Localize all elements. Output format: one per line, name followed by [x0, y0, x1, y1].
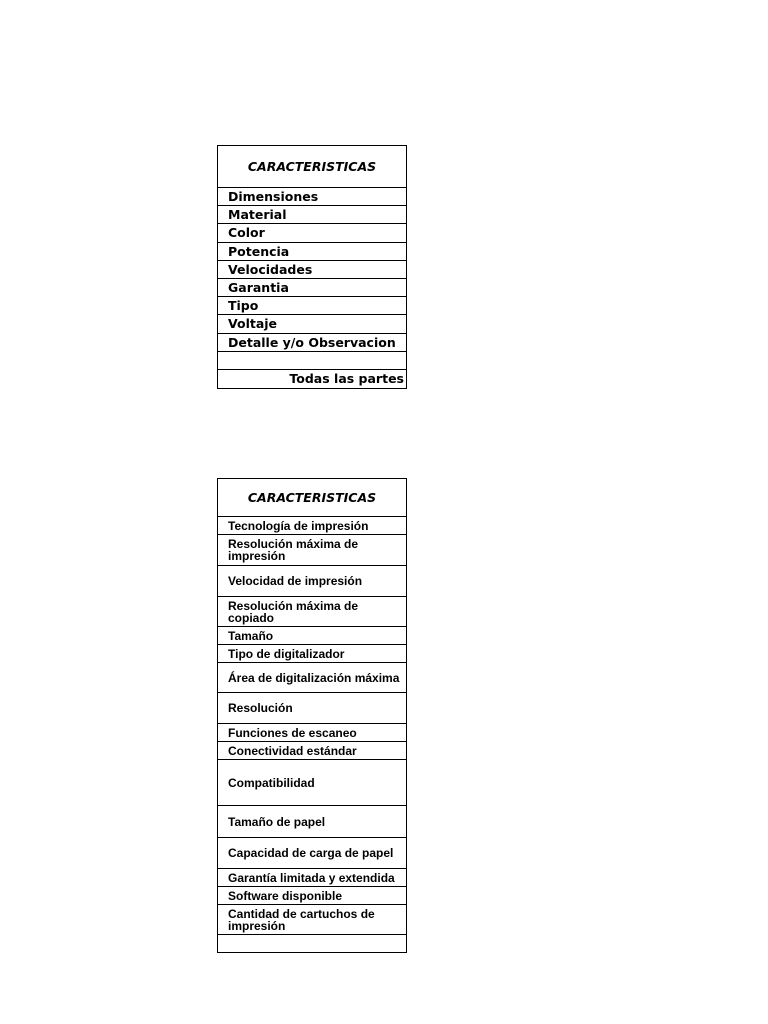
- table-row: Tamaño: [218, 627, 406, 645]
- table-row: Potencia: [218, 243, 406, 261]
- table-row: Material: [218, 206, 406, 224]
- table-row: Velocidades: [218, 261, 406, 279]
- table-row: Capacidad de carga de papel: [218, 838, 406, 869]
- table-row: Garantia: [218, 279, 406, 297]
- table-header: CARACTERISTICAS: [218, 479, 406, 517]
- characteristics-table-printer: [217, 478, 407, 953]
- table-header: CARACTERISTICAS: [218, 146, 406, 188]
- table-row: Voltaje: [218, 315, 406, 333]
- table-row: Compatibilidad: [218, 760, 406, 806]
- table-row: Color: [218, 224, 406, 242]
- table-row: Resolución máxima de impresión: [218, 535, 406, 566]
- table-row: Detalle y/o Observacion: [218, 334, 406, 352]
- table-row: Cantidad de cartuchos de impresión: [218, 905, 406, 935]
- empty-row: [218, 352, 406, 370]
- table-row: Tecnología de impresión: [218, 517, 406, 535]
- table-row: Velocidad de impresión: [218, 566, 406, 597]
- table-row: Dimensiones: [218, 188, 406, 206]
- table-row: Tamaño de papel: [218, 806, 406, 838]
- table-row: Garantía limitada y extendida: [218, 869, 406, 887]
- table-row: Tipo de digitalizador: [218, 645, 406, 663]
- table-row: Tipo: [218, 297, 406, 315]
- table-footer: Todas las partes: [218, 370, 406, 389]
- table-row: Resolución máxima de copiado: [218, 597, 406, 627]
- table-row: Software disponible: [218, 887, 406, 905]
- table-row: Resolución: [218, 693, 406, 724]
- table-row: Conectividad estándar: [218, 742, 406, 760]
- table-row: Funciones de escaneo: [218, 724, 406, 742]
- characteristics-table-general: [217, 145, 407, 389]
- empty-row: [218, 935, 406, 953]
- table-row: Área de digitalización máxima: [218, 663, 406, 693]
